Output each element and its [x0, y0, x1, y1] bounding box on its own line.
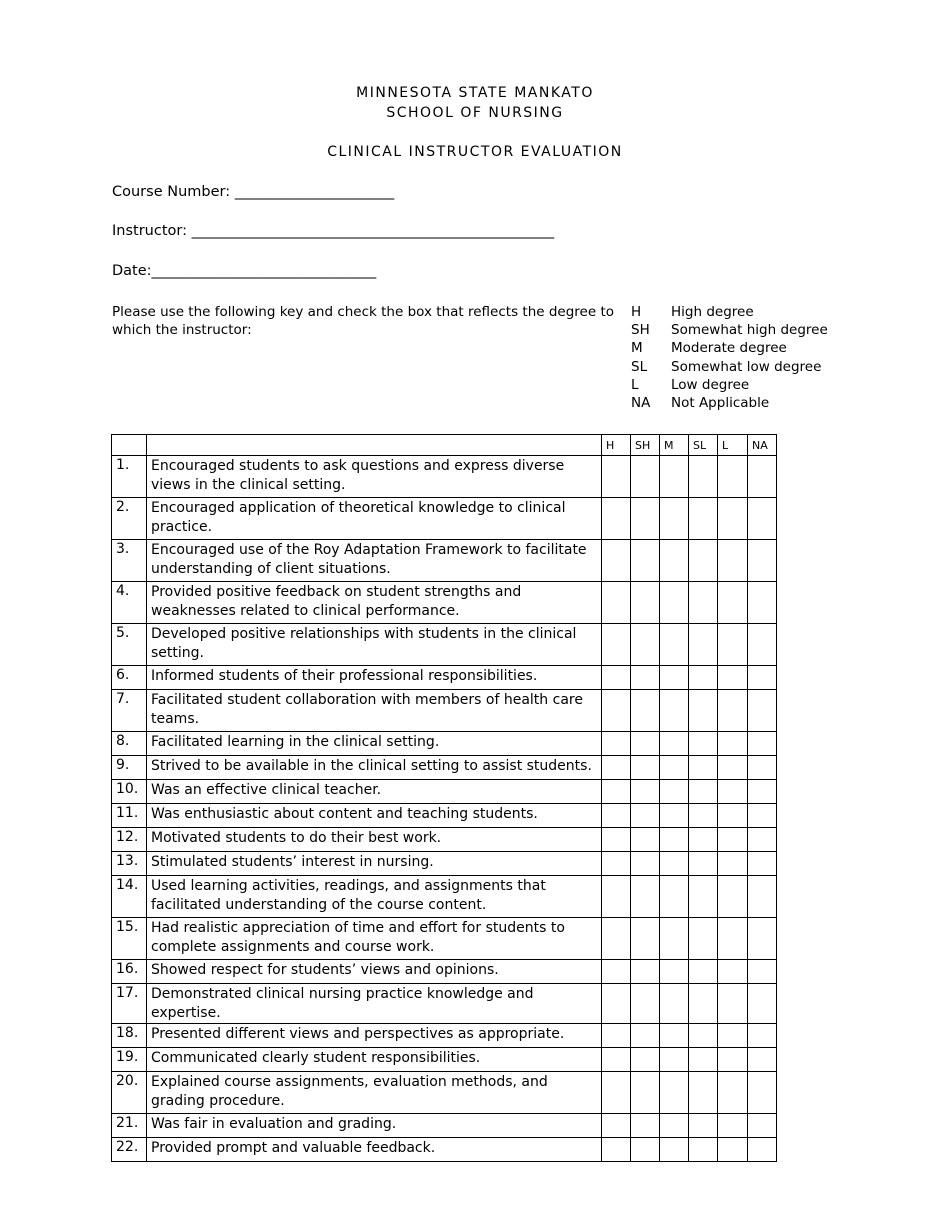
header-statement-cell: [147, 435, 602, 456]
item-number: 8.: [112, 732, 147, 756]
table-row: [112, 666, 777, 690]
item-statement: Provided positive feedback on student strengths and weaknesses related to clinical performance.: [147, 582, 602, 624]
rating-checkbox-sh[interactable]: [631, 756, 660, 780]
rating-column-header: H: [602, 435, 631, 456]
rating-checkbox-sh[interactable]: [631, 960, 660, 984]
rating-checkbox-sl[interactable]: [689, 804, 718, 828]
table-row: [112, 732, 777, 756]
rating-column-header: M: [660, 435, 689, 456]
rating-checkbox-l[interactable]: [718, 1024, 748, 1048]
key-code: H: [631, 304, 642, 320]
item-number: 9.: [112, 756, 147, 780]
key-code: L: [631, 376, 639, 393]
table-row: [112, 756, 777, 780]
item-statement: Had realistic appreciation of time and effort for students to complete assignments and course work.: [147, 918, 602, 960]
rating-checkbox-sh[interactable]: [631, 732, 660, 756]
rating-checkbox-m[interactable]: [660, 804, 689, 828]
item-number: 15.: [112, 918, 147, 960]
rating-checkbox-l[interactable]: [718, 498, 748, 540]
rating-checkbox-h[interactable]: [602, 1114, 631, 1138]
table-row: [112, 1072, 777, 1114]
rating-checkbox-sl[interactable]: [689, 1114, 718, 1138]
rating-checkbox-sh[interactable]: [631, 498, 660, 540]
item-statement: Was fair in evaluation and grading.: [147, 1114, 602, 1138]
rating-checkbox-m[interactable]: [660, 1072, 689, 1114]
item-statement: Demonstrated clinical nursing practice knowledge and expertise.: [147, 984, 602, 1024]
item-number: 19.: [112, 1048, 147, 1072]
rating-checkbox-m[interactable]: [660, 756, 689, 780]
rating-checkbox-h[interactable]: [602, 498, 631, 540]
rating-checkbox-m[interactable]: [660, 984, 689, 1024]
rating-checkbox-na[interactable]: [748, 582, 777, 624]
item-statement: Communicated clearly student responsibilities.: [147, 1048, 602, 1072]
table-row: [112, 690, 777, 732]
rating-checkbox-h[interactable]: [602, 690, 631, 732]
key-row: [631, 376, 828, 394]
item-statement: Motivated students to do their best work.: [147, 828, 602, 852]
item-number: 2.: [112, 498, 147, 540]
item-number: 10.: [112, 780, 147, 804]
rating-checkbox-sh[interactable]: [631, 624, 660, 666]
rating-checkbox-l[interactable]: [718, 960, 748, 984]
rating-checkbox-m[interactable]: [660, 960, 689, 984]
item-statement: Facilitated learning in the clinical setting.: [147, 732, 602, 756]
instructor-field[interactable]: Instructor: __________________________________________________: [112, 223, 555, 239]
table-row: [112, 1138, 777, 1162]
item-statement: Informed students of their professional responsibilities.: [147, 666, 602, 690]
rating-checkbox-h[interactable]: [602, 456, 631, 498]
rating-checkbox-sl[interactable]: [689, 540, 718, 582]
key-meaning: Somewhat high degree: [671, 322, 828, 339]
rating-checkbox-m[interactable]: [660, 1114, 689, 1138]
item-number: 6.: [112, 666, 147, 690]
rating-checkbox-sl[interactable]: [689, 756, 718, 780]
rating-checkbox-l[interactable]: [718, 828, 748, 852]
rating-checkbox-l[interactable]: [718, 876, 748, 918]
rating-checkbox-na[interactable]: [748, 1048, 777, 1072]
rating-checkbox-m[interactable]: [660, 666, 689, 690]
rating-checkbox-sh[interactable]: [631, 984, 660, 1024]
table-row: [112, 1114, 777, 1138]
rating-checkbox-na[interactable]: [748, 852, 777, 876]
rating-checkbox-sl[interactable]: [689, 918, 718, 960]
rating-checkbox-m[interactable]: [660, 780, 689, 804]
rating-checkbox-sh[interactable]: [631, 852, 660, 876]
rating-checkbox-m[interactable]: [660, 852, 689, 876]
rating-checkbox-h[interactable]: [602, 1024, 631, 1048]
table-row: [112, 582, 777, 624]
form-title: CLINICAL INSTRUCTOR EVALUATION: [327, 144, 623, 160]
rating-checkbox-na[interactable]: [748, 780, 777, 804]
key-row: [631, 394, 828, 412]
rating-checkbox-na[interactable]: [748, 732, 777, 756]
rating-checkbox-h[interactable]: [602, 1048, 631, 1072]
table-row: [112, 804, 777, 828]
rating-checkbox-h[interactable]: [602, 756, 631, 780]
rating-checkbox-sl[interactable]: [689, 960, 718, 984]
rating-checkbox-sh[interactable]: [631, 1114, 660, 1138]
rating-checkbox-sh[interactable]: [631, 666, 660, 690]
rating-checkbox-sl[interactable]: [689, 624, 718, 666]
rating-column-header: SL: [689, 435, 718, 456]
table-row: [112, 960, 777, 984]
rating-checkbox-na[interactable]: [748, 828, 777, 852]
table-header-row: [112, 435, 777, 456]
rating-checkbox-m[interactable]: [660, 1024, 689, 1048]
item-statement: Was enthusiastic about content and teaching students.: [147, 804, 602, 828]
key-meaning: Low degree: [671, 376, 750, 393]
rating-checkbox-m[interactable]: [660, 582, 689, 624]
rating-checkbox-sh[interactable]: [631, 1024, 660, 1048]
rating-checkbox-h[interactable]: [602, 582, 631, 624]
rating-checkbox-m[interactable]: [660, 1138, 689, 1162]
rating-checkbox-l[interactable]: [718, 690, 748, 732]
rating-checkbox-na[interactable]: [748, 1138, 777, 1162]
rating-column-header: SH: [631, 435, 660, 456]
rating-checkbox-sl[interactable]: [689, 582, 718, 624]
item-number: 21.: [112, 1114, 147, 1138]
rating-checkbox-h[interactable]: [602, 540, 631, 582]
table-row: [112, 852, 777, 876]
rating-checkbox-sl[interactable]: [689, 780, 718, 804]
rating-checkbox-na[interactable]: [748, 1114, 777, 1138]
key-code: NA: [631, 395, 651, 412]
rating-checkbox-na[interactable]: [748, 498, 777, 540]
item-statement: Provided prompt and valuable feedback.: [147, 1138, 602, 1162]
table-row: [112, 984, 777, 1024]
item-number: 7.: [112, 690, 147, 732]
rating-checkbox-na[interactable]: [748, 1024, 777, 1048]
rating-checkbox-na[interactable]: [748, 918, 777, 960]
rating-checkbox-h[interactable]: [602, 666, 631, 690]
key-meaning: High degree: [671, 304, 754, 320]
date-field[interactable]: Date:_______________________________: [112, 263, 377, 279]
table-row: [112, 918, 777, 960]
rating-checkbox-m[interactable]: [660, 498, 689, 540]
rating-checkbox-sh[interactable]: [631, 1048, 660, 1072]
rating-checkbox-na[interactable]: [748, 756, 777, 780]
table-row: [112, 828, 777, 852]
rating-checkbox-h[interactable]: [602, 984, 631, 1024]
rating-checkbox-sl[interactable]: [689, 1048, 718, 1072]
rating-checkbox-m[interactable]: [660, 456, 689, 498]
key-row: [631, 303, 828, 321]
item-number: 14.: [112, 876, 147, 918]
key-code: SH: [631, 322, 650, 339]
course-number-field[interactable]: Course Number: ______________________: [112, 184, 395, 200]
rating-checkbox-sh[interactable]: [631, 876, 660, 918]
table-row: [112, 1048, 777, 1072]
rating-checkbox-h[interactable]: [602, 960, 631, 984]
rating-checkbox-sl[interactable]: [689, 1024, 718, 1048]
item-number: 5.: [112, 624, 147, 666]
key-code: SL: [631, 358, 648, 375]
key-meaning: Not Applicable: [671, 395, 770, 412]
key-row: [631, 321, 828, 339]
item-number: 20.: [112, 1072, 147, 1114]
key-code: M: [631, 340, 643, 357]
rating-checkbox-l[interactable]: [718, 756, 748, 780]
school-name: SCHOOL OF NURSING: [386, 105, 564, 121]
rating-checkbox-m[interactable]: [660, 732, 689, 756]
rating-checkbox-na[interactable]: [748, 624, 777, 666]
rating-checkbox-sh[interactable]: [631, 582, 660, 624]
table-row: [112, 540, 777, 582]
rating-checkbox-sl[interactable]: [689, 666, 718, 690]
rating-checkbox-l[interactable]: [718, 624, 748, 666]
rating-checkbox-na[interactable]: [748, 804, 777, 828]
rating-checkbox-l[interactable]: [718, 780, 748, 804]
rating-checkbox-m[interactable]: [660, 828, 689, 852]
evaluation-table: [111, 434, 777, 1162]
item-number: 4.: [112, 582, 147, 624]
rating-checkbox-sl[interactable]: [689, 984, 718, 1024]
rating-checkbox-h[interactable]: [602, 732, 631, 756]
university-name: MINNESOTA STATE MANKATO: [356, 85, 594, 101]
rating-checkbox-sh[interactable]: [631, 828, 660, 852]
rating-checkbox-m[interactable]: [660, 918, 689, 960]
rating-checkbox-na[interactable]: [748, 876, 777, 918]
table-row: [112, 1024, 777, 1048]
table-row: [112, 876, 777, 918]
item-number: 17.: [112, 984, 147, 1024]
rating-checkbox-h[interactable]: [602, 876, 631, 918]
rating-checkbox-l[interactable]: [718, 804, 748, 828]
rating-checkbox-m[interactable]: [660, 540, 689, 582]
rating-checkbox-h[interactable]: [602, 804, 631, 828]
rating-checkbox-l[interactable]: [718, 456, 748, 498]
rating-checkbox-sh[interactable]: [631, 1138, 660, 1162]
item-number: 22.: [112, 1138, 147, 1162]
table-row: [112, 498, 777, 540]
item-statement: Stimulated students’ interest in nursing.: [147, 852, 602, 876]
rating-checkbox-na[interactable]: [748, 540, 777, 582]
rating-checkbox-sh[interactable]: [631, 690, 660, 732]
rating-checkbox-h[interactable]: [602, 624, 631, 666]
item-statement: Showed respect for students’ views and opinions.: [147, 960, 602, 984]
rating-key: [631, 303, 828, 412]
rating-checkbox-sl[interactable]: [689, 690, 718, 732]
rating-checkbox-sh[interactable]: [631, 918, 660, 960]
rating-checkbox-sl[interactable]: [689, 852, 718, 876]
item-statement: Presented different views and perspectives as appropriate.: [147, 1024, 602, 1048]
rating-checkbox-na[interactable]: [748, 984, 777, 1024]
rating-checkbox-h[interactable]: [602, 852, 631, 876]
item-number: 11.: [112, 804, 147, 828]
item-statement: Strived to be available in the clinical setting to assist students.: [147, 756, 602, 780]
rating-checkbox-l[interactable]: [718, 540, 748, 582]
item-statement: Encouraged use of the Roy Adaptation Framework to facilitate understanding of client situations.: [147, 540, 602, 582]
rating-checkbox-l[interactable]: [718, 918, 748, 960]
item-statement: Facilitated student collaboration with members of health care teams.: [147, 690, 602, 732]
rating-checkbox-h[interactable]: [602, 780, 631, 804]
item-statement: Encouraged application of theoretical knowledge to clinical practice.: [147, 498, 602, 540]
key-meaning: Moderate degree: [671, 340, 787, 357]
rating-checkbox-l[interactable]: [718, 1138, 748, 1162]
item-number: 12.: [112, 828, 147, 852]
rating-checkbox-na[interactable]: [748, 1072, 777, 1114]
table-row: [112, 780, 777, 804]
rating-checkbox-h[interactable]: [602, 1138, 631, 1162]
rating-checkbox-sl[interactable]: [689, 876, 718, 918]
rating-checkbox-l[interactable]: [718, 852, 748, 876]
item-number: 16.: [112, 960, 147, 984]
rating-checkbox-sh[interactable]: [631, 1072, 660, 1114]
rating-checkbox-m[interactable]: [660, 690, 689, 732]
rating-checkbox-sl[interactable]: [689, 1072, 718, 1114]
rating-checkbox-sl[interactable]: [689, 498, 718, 540]
rating-checkbox-m[interactable]: [660, 1048, 689, 1072]
rating-checkbox-l[interactable]: [718, 732, 748, 756]
item-statement: Was an effective clinical teacher.: [147, 780, 602, 804]
rating-checkbox-l[interactable]: [718, 666, 748, 690]
item-statement: Developed positive relationships with students in the clinical setting.: [147, 624, 602, 666]
rating-checkbox-h[interactable]: [602, 918, 631, 960]
rating-column-header: L: [718, 435, 748, 456]
rating-checkbox-sh[interactable]: [631, 780, 660, 804]
rating-checkbox-sl[interactable]: [689, 732, 718, 756]
item-number: 3.: [112, 540, 147, 582]
rating-checkbox-na[interactable]: [748, 666, 777, 690]
rating-checkbox-m[interactable]: [660, 624, 689, 666]
rating-checkbox-l[interactable]: [718, 1114, 748, 1138]
rating-column-header: NA: [748, 435, 777, 456]
item-number: 18.: [112, 1024, 147, 1048]
item-statement: Explained course assignments, evaluation methods, and grading procedure.: [147, 1072, 602, 1114]
key-meaning: Somewhat low degree: [671, 358, 822, 375]
item-statement: Used learning activities, readings, and assignments that facilitated understanding of the course content.: [147, 876, 602, 918]
rating-checkbox-sl[interactable]: [689, 456, 718, 498]
rating-checkbox-l[interactable]: [718, 1048, 748, 1072]
rating-checkbox-na[interactable]: [748, 456, 777, 498]
rating-checkbox-sl[interactable]: [689, 828, 718, 852]
rating-checkbox-sh[interactable]: [631, 540, 660, 582]
rating-checkbox-sh[interactable]: [631, 456, 660, 498]
key-row: [631, 339, 828, 357]
item-statement: Encouraged students to ask questions and express diverse views in the clinical setting.: [147, 456, 602, 498]
table-row: [112, 456, 777, 498]
rating-checkbox-sh[interactable]: [631, 804, 660, 828]
rating-checkbox-h[interactable]: [602, 1072, 631, 1114]
key-row: [631, 358, 828, 376]
item-number: 1.: [112, 456, 147, 498]
instructions-text: Please use the following key and check the box that reflects the degree to which the instructor:: [112, 304, 614, 338]
item-number: 13.: [112, 852, 147, 876]
rating-checkbox-l[interactable]: [718, 582, 748, 624]
rating-checkbox-na[interactable]: [748, 960, 777, 984]
header-number-cell: [112, 435, 147, 456]
rating-checkbox-l[interactable]: [718, 984, 748, 1024]
table-row: [112, 624, 777, 666]
rating-checkbox-sl[interactable]: [689, 1138, 718, 1162]
rating-checkbox-m[interactable]: [660, 876, 689, 918]
rating-checkbox-h[interactable]: [602, 828, 631, 852]
rating-checkbox-l[interactable]: [718, 1072, 748, 1114]
rating-checkbox-na[interactable]: [748, 690, 777, 732]
